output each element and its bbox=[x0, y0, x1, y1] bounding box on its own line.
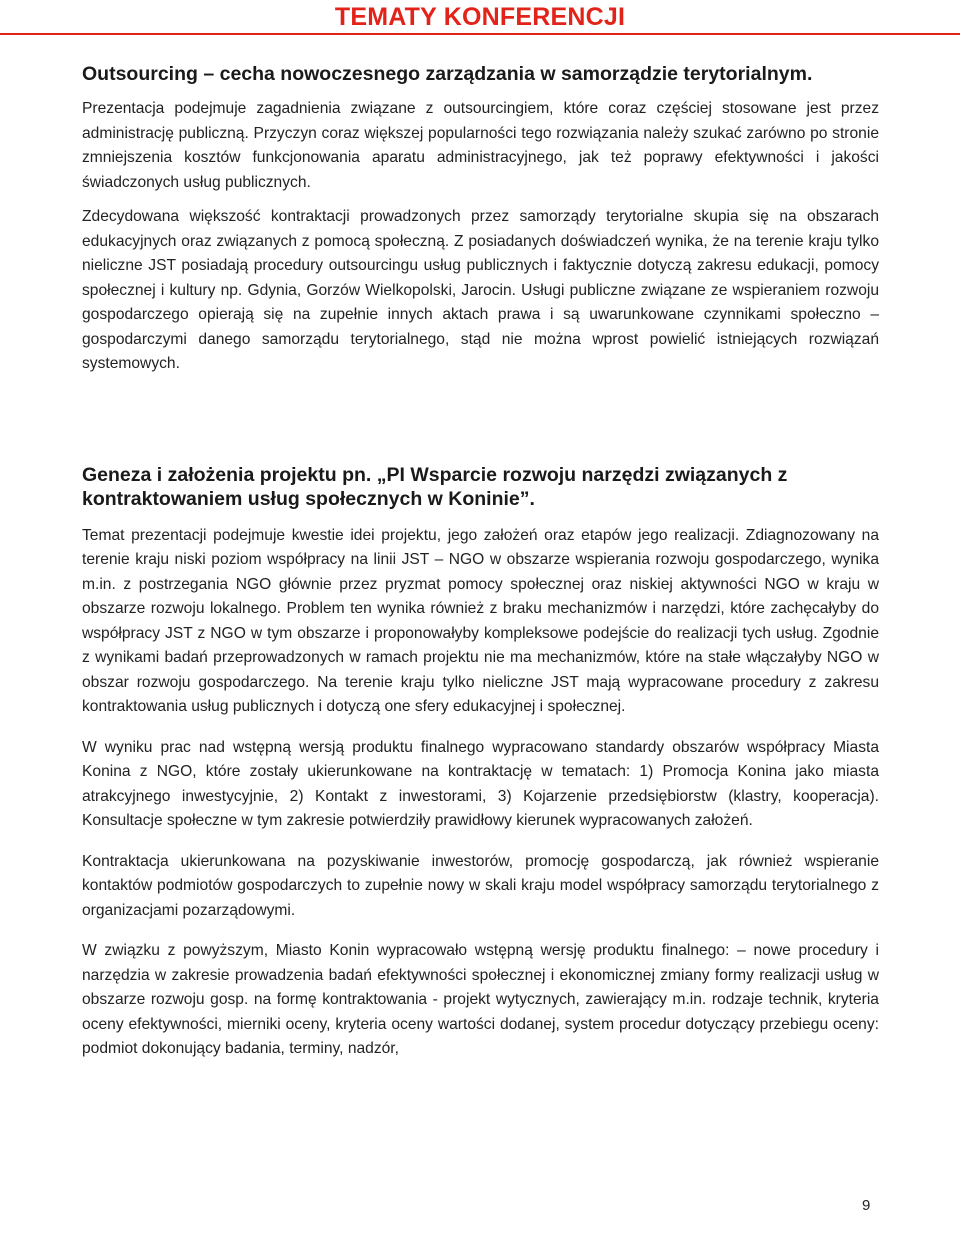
title-divider bbox=[0, 33, 960, 35]
paragraph: W związku z powyższym, Miasto Konin wypracowało wstępną wersję produktu finalnego: – nowe procedury i narzędzia w zakresie prowadzenia badań efektywności społecznej i ekonomicznej zmiany formy realizacji usług w obszarze rozwoju gosp. na formę kontraktowania - projekt wytycznych, zawierający m.in. rodzaje technik, kryteria oceny efektywności, mierniki oceny, kryteria oceny wartości dodanej, system procedur dotyczący przebiegu oceny: podmiot dokonujący badania, terminy, nadzór, bbox=[82, 942, 879, 1057]
section-heading: Geneza i założenia projektu pn. „PI Wsparcie rozwoju narzędzi związanych z kontraktowaniem usług społecznych w Koninie”. bbox=[82, 463, 788, 510]
section-outsourcing bbox=[82, 62, 879, 377]
page-number: 9 bbox=[862, 1197, 871, 1214]
paragraph: Zdecydowana większość kontraktacji prowadzonych przez samorządy terytorialne skupia się na obszarach edukacyjnych oraz związanych z pomocą społeczną. Z posiadanych doświadczeń wynika, że na terenie kraju tylko nieliczne JST posiadają procedury outsourcingu usług publicznych i faktycznie dotyczą zakresu edukacji, pomocy społecznej i kultury np. Gdynia, Gorzów Wielkopolski, Jarocin. Usługi publiczne związane ze wspieraniem rozwoju gospodarczego opierają się na zupełnie innych aktach prawa i są uwarunkowane czynnikami społeczno – gospodarczymi danego samorządu terytorialnego, stąd nie można wprost powielić istniejących rozwiązań systemowych. bbox=[82, 208, 879, 372]
paragraph: W wyniku prac nad wstępną wersją produktu finalnego wypracowano standardy obszarów współpracy Miasta Konina z NGO, które zostały ukierunkowane na kontraktację w tematach: 1) Promocja Konina jako miasta atrakcyjnego inwestycyjnie, 2) Kontakt z inwestorami, 3) Kojarzenie przedsiębiorstw (klastry, kooperacja). Konsultacje społeczne w tym zakresie potwierdziły prawidłowy kierunek wypracowanych założeń. bbox=[82, 738, 879, 829]
paragraph: Temat prezentacji podejmuje kwestie idei projektu, jego założeń oraz etapów jego realizacji. Zdiagnozowany na terenie kraju niski poziom współpracy na linii JST – NGO w obszarze wspierania rozwoju gospodarczego, wynika m.in. z postrzegania NGO głównie przez pryzmat pomocy społecznej oraz niskiej aktywności NGO w kraju w obszarze rozwoju lokalnego. Problem ten wynika również z braku mechanizmów i narzędzi, które zachęcałyby do współpracy JST z NGO w tym obszarze i proponowałyby kompleksowe podejście do realizacji tych usług. Zgodnie z wynikami badań przeprowadzonych w ramach projektu nie ma mechanizmów, które na stałe włączałyby NGO w obszar rozwoju gospodarczego. Na terenie kraju tylko nieliczne JST mają wypracowane procedury z zakresu kontraktowania usług publicznych i dotyczą one sfery edukacyjnej i społecznej. bbox=[82, 526, 879, 715]
paragraph: Kontraktacja ukierunkowana na pozyskiwanie inwestorów, promocję gospodarczą, jak również wspieranie kontaktów podmiotów gospodarczych to zupełnie nowy w skali kraju model współpracy samorządu terytorialnego z organizacjami pozarządowymi. bbox=[82, 852, 879, 919]
page-title: TEMATY KONFERENCJI bbox=[334, 3, 626, 31]
document-body bbox=[82, 62, 879, 1062]
page-header bbox=[0, 0, 960, 34]
section-project-genesis bbox=[82, 463, 879, 1062]
section-heading: Outsourcing – cecha nowoczesnego zarządzania w samorządzie terytorialnym. bbox=[82, 63, 813, 85]
paragraph: Prezentacja podejmuje zagadnienia związane z outsourcingiem, które coraz częściej stosowane jest przez administrację publiczną. Przyczyn coraz większej popularności tego rozwiązania należy szukać zarówno po stronie zmniejszenia kosztów funkcjonowania aparatu administracyjnego, jak też poprawy efektywności i jakości świadczonych usług publicznych. bbox=[82, 100, 879, 191]
